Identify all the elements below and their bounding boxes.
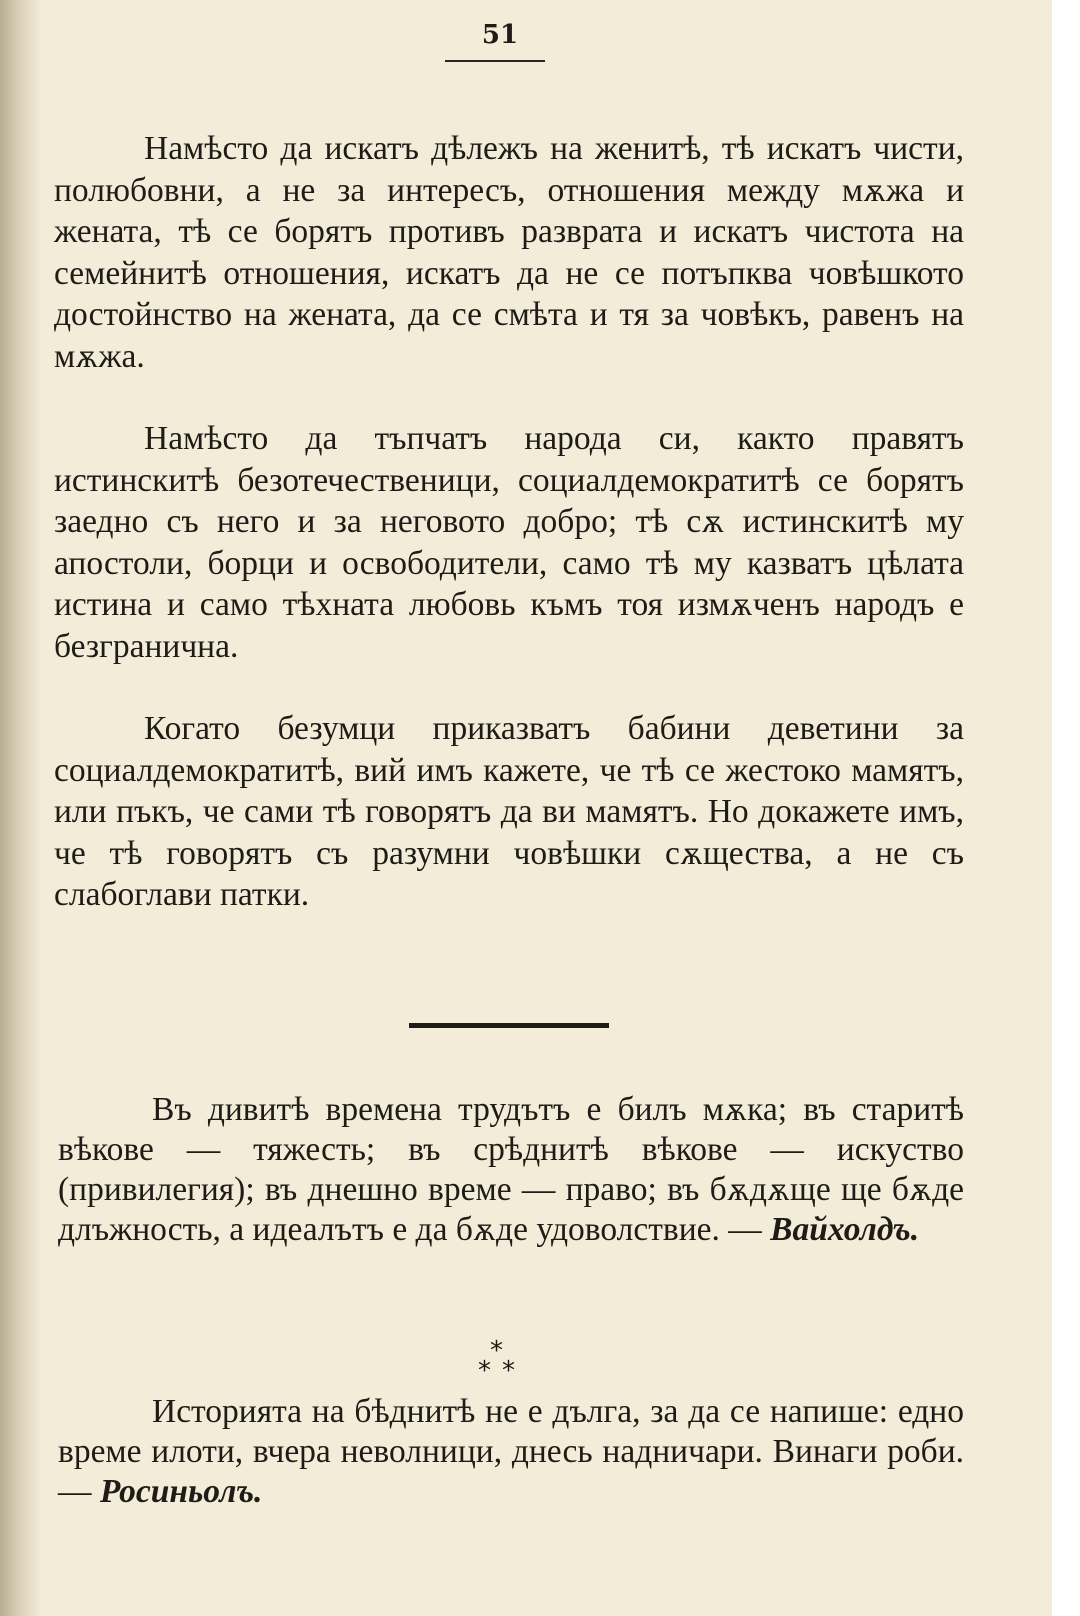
page-number-underline xyxy=(445,60,545,62)
page-gutter-shadow xyxy=(0,0,42,1616)
asterisk: * xyxy=(502,1356,515,1386)
paragraph-3: Когато безумци приказватъ бабини деветини за социалдемократитѣ, вий имъ кажете, че тѣ се жестоко мамятъ, или пъкъ, че сами тѣ говорятъ да ви мамятъ. Но докажете имъ, че тѣ говорятъ съ разумни човѣшки сѫщества, а не съ слабоглави патки. xyxy=(54,710,964,913)
page-number: 51 xyxy=(481,20,519,50)
section-divider xyxy=(409,1023,609,1028)
quote-2 xyxy=(58,1392,964,1512)
quote-2-dash: — xyxy=(58,1473,92,1510)
quote-1 xyxy=(58,1090,964,1250)
quote-1-author: Вайхолдъ. xyxy=(770,1211,920,1248)
paragraph-2: Намѣсто да тъпчатъ народа си, както правятъ истинскитѣ безотечественици, социалдемократитѣ се борятъ заедно съ него и за неговото добро; тѣ сѫ истинскитѣ му апостоли, борци и освободители, само тѣ му казватъ цѣлата истина и само тѣхната любовь къмъ тоя измѫченъ народъ е безгранична. xyxy=(54,420,964,665)
asterisk: * xyxy=(478,1356,491,1386)
quote-2-author: Росиньолъ. xyxy=(99,1473,263,1510)
quote-2-text: Историята на бѣднитѣ не е дълга, за да се напише: едно време илоти, вчера неволници, днесь надничари. Винаги роби. xyxy=(58,1393,964,1470)
quote-1-dash: — xyxy=(728,1211,762,1248)
quote-1-text: Въ дивитѣ времена трудътъ е билъ мѫка; въ старитѣ вѣкове — тяжесть; въ срѣднитѣ вѣкове — искуство (привилегия); въ днешно време — право; въ бѫдѫще ще бѫде длъжность, а идеалътъ е да бѫде удоволствие. xyxy=(58,1091,964,1248)
asterisk: * xyxy=(490,1336,503,1366)
paragraph-1: Намѣсто да искатъ дѣлежъ на женитѣ, тѣ искатъ чисти, полюбовни, а не за интересъ, отношения между мѫжа и жената, тѣ се борятъ противъ разврата и искатъ чистота на семейнитѣ отношения, искатъ да не се потъпква човѣшкото достойнство на жената, да се смѣта и тя за човѣкъ, равенъ на мѫжа. xyxy=(54,130,964,375)
asterism-separator xyxy=(462,1336,542,1386)
